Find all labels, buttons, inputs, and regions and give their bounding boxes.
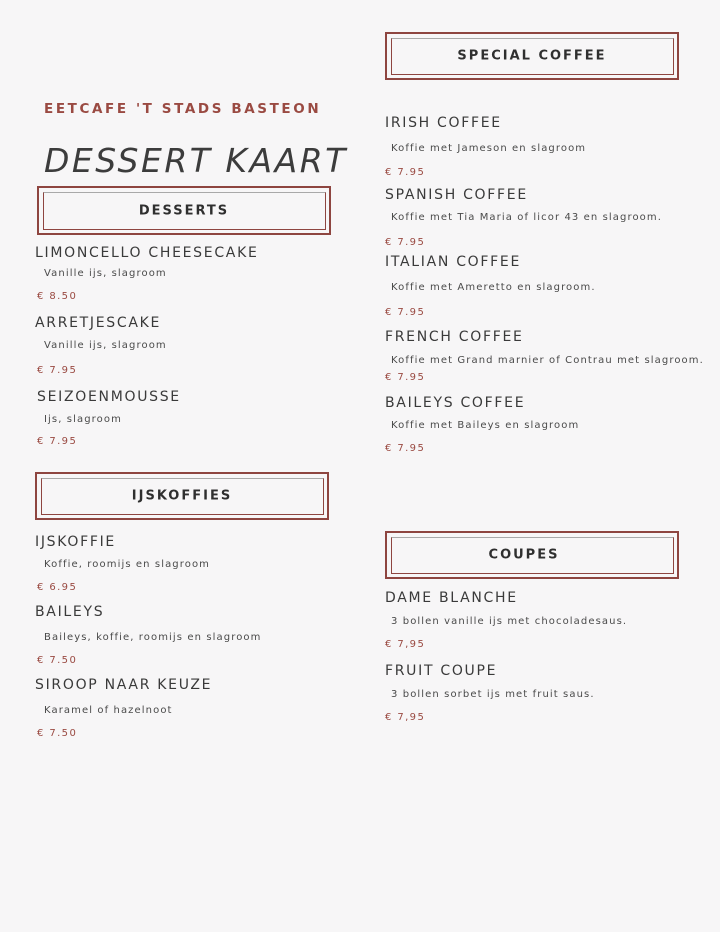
menu-item-price: € 7.50 [37, 728, 78, 739]
menu-item-name: ARRETJESCAKE [35, 315, 162, 331]
section-heading: IJSKOFFIES [131, 488, 233, 504]
menu-item-price: € 7.95 [385, 237, 426, 248]
menu-item-description: Koffie met Tia Maria of licor 43 en slagroom. [391, 212, 663, 223]
section-header-desserts [37, 186, 331, 235]
menu-item-name: DAME BLANCHE [385, 590, 518, 606]
menu-item-name: IRISH COFFEE [385, 115, 502, 131]
menu-item-price: € 7.95 [385, 167, 426, 178]
menu-item-description: Koffie met Ameretto en slagroom. [391, 282, 596, 293]
page-title: DESSERT KAART [44, 141, 348, 180]
section-heading: COUPES [488, 547, 560, 563]
menu-item-description: Baileys, koffie, roomijs en slagroom [44, 632, 262, 643]
menu-item-name: LIMONCELLO CHEESECAKE [35, 245, 259, 261]
menu-item-description: 3 bollen sorbet ijs met fruit saus. [391, 689, 595, 700]
menu-item-name: IJSKOFFIE [35, 534, 116, 550]
menu-item-name: BAILEYS COFFEE [385, 395, 526, 411]
menu-item-description: Ijs, slagroom [44, 414, 122, 425]
section-header-coupes [385, 531, 679, 579]
menu-item-name: ITALIAN COFFEE [385, 254, 521, 270]
menu-item-price: € 7.95 [37, 436, 78, 447]
menu-item-description: Vanille ijs, slagroom [44, 340, 167, 351]
menu-item-description: Koffie met Baileys en slagroom [391, 420, 580, 431]
menu-item-price: € 7.95 [385, 372, 426, 383]
menu-item-description: Koffie met Grand marnier of Contrau met slagroom. [391, 355, 704, 366]
menu-item-name: SIROOP NAAR KEUZE [35, 677, 213, 693]
section-heading: DESSERTS [138, 203, 230, 218]
section-header-ijskoffies [35, 472, 329, 520]
menu-item-price: € 7.50 [37, 655, 78, 666]
menu-item-name: BAILEYS [35, 604, 105, 620]
menu-item-price: € 7.95 [37, 365, 78, 376]
menu-item-price: € 6.95 [37, 582, 78, 593]
menu-item-price: € 7,95 [385, 639, 426, 650]
menu-item-price: € 8.50 [37, 291, 78, 302]
menu-item-price: € 7,95 [385, 712, 426, 723]
menu-item-description: Vanille ijs, slagroom [44, 268, 167, 279]
restaurant-name: EETCAFE 'T STADS BASTEON [44, 101, 322, 117]
menu-item-price: € 7.95 [385, 443, 426, 454]
menu-item-name: SEIZOENMOUSSE [37, 389, 181, 405]
menu-item-description: Koffie met Jameson en slagroom [391, 143, 587, 154]
menu-item-price: € 7.95 [385, 307, 426, 318]
menu-item-name: SPANISH COFFEE [385, 187, 528, 203]
menu-item-name: FRUIT COUPE [385, 663, 498, 679]
section-header-special-coffee [385, 32, 679, 80]
menu-item-description: Karamel of hazelnoot [44, 705, 173, 716]
menu-item-description: 3 bollen vanille ijs met chocoladesaus. [391, 616, 628, 627]
menu-item-description: Koffie, roomijs en slagroom [44, 559, 211, 570]
menu-item-name: FRENCH COFFEE [385, 329, 524, 345]
section-heading: SPECIAL COFFEE [457, 48, 607, 64]
